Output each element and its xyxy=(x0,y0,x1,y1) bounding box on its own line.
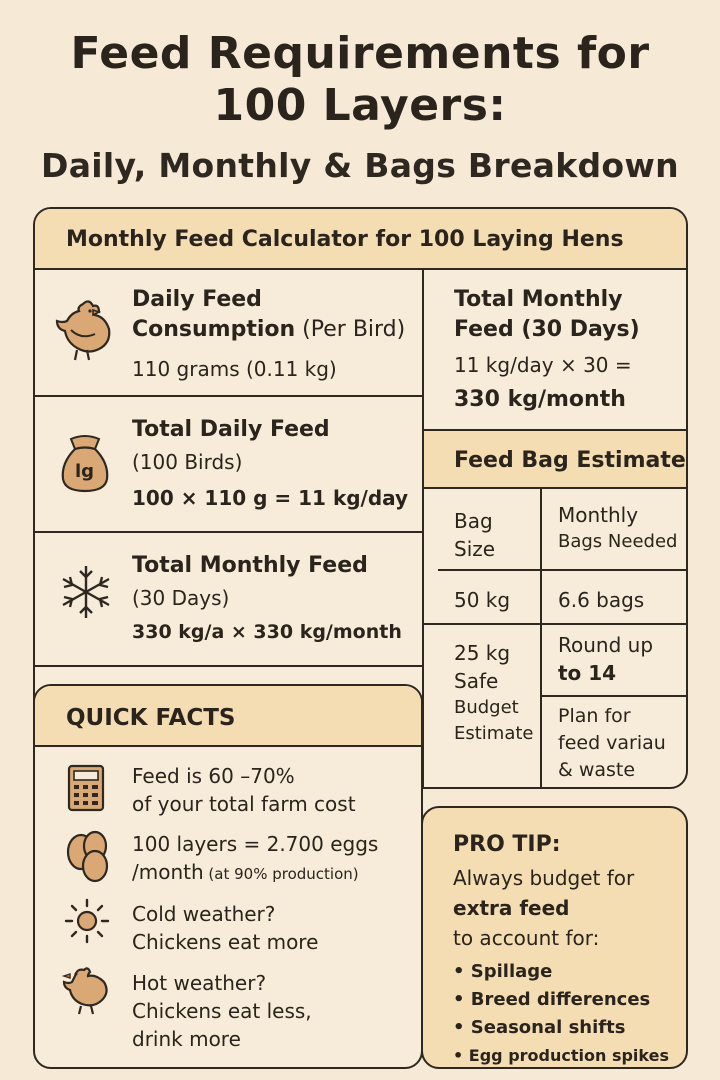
bag-col-2-b: Bags Needed xyxy=(558,531,678,552)
quick-facts-header: QUICK FACTS xyxy=(66,705,236,731)
monthly-right-value-b: 330 kg/month xyxy=(454,387,626,412)
bag-col-1-header xyxy=(454,507,495,563)
monthly-right-title-b: Feed (30 Days) xyxy=(454,317,640,342)
total-daily-title: Total Daily Feed xyxy=(132,417,330,442)
chicken-icon xyxy=(53,296,113,362)
bag-row-2-size-c: Budget xyxy=(454,697,519,718)
fact-4-line-3: drink more xyxy=(132,1027,241,1051)
title-line-2: 100 Layers: xyxy=(213,80,507,131)
bag-row-2-size-b: Safe xyxy=(454,669,499,693)
bag-row-2-bags-b: to 14 xyxy=(558,661,617,685)
pro-tip-line-3: to account for: xyxy=(453,926,600,950)
calculator-header: Monthly Feed Calculator for 100 Laying Hens xyxy=(66,227,624,252)
bag-row-3-bags-b: feed variau xyxy=(558,732,666,754)
title-line-1: Feed Requirements for xyxy=(70,28,650,79)
total-daily-value: 100 × 110 g = 11 kg/day xyxy=(132,486,409,510)
pro-tip-line-1: Always budget for xyxy=(453,866,635,890)
bag-col-2-a: Monthly xyxy=(558,503,639,527)
bag-col-1-a: Bag xyxy=(454,509,493,533)
bag-row-1-bags: 6.6 bags xyxy=(558,588,645,612)
page-title xyxy=(0,28,720,132)
bag-row-2-bags xyxy=(558,631,653,687)
fact-2-line-1: 100 layers = 2.700 eggs xyxy=(132,832,379,856)
pro-tip-panel xyxy=(421,806,688,1069)
daily-per-bird-title-c: (Per Bird) xyxy=(295,317,406,342)
bag-estimate-header: Feed Bag Estimate xyxy=(454,448,686,473)
fact-4-line-2: Chickens eat less, xyxy=(132,999,312,1023)
bag-row-3-bags-c: & waste xyxy=(558,759,636,781)
bag-row-3-bags-a: Plan for xyxy=(558,705,631,727)
daily-per-bird-title-b: Consumption xyxy=(132,317,296,342)
bag-col-1-b: Size xyxy=(454,537,496,561)
daily-per-bird-value: 110 grams (0.11 kg) xyxy=(132,357,337,381)
bag-col-2-header xyxy=(558,501,677,555)
pro-tip-line-2: extra feed xyxy=(453,896,570,920)
pro-tip-bullet-1: • Spillage xyxy=(453,961,553,982)
calculator-icon xyxy=(67,764,105,812)
daily-per-bird-title-a: Daily Feed xyxy=(132,287,262,312)
total-daily-subtitle: (100 Birds) xyxy=(132,450,243,474)
bag-row-3-bags xyxy=(558,703,666,784)
bag-row-2-size xyxy=(454,639,534,747)
fact-4-line-1: Hot weather? xyxy=(132,971,267,995)
pro-tip-bullet-3: • Seasonal shifts xyxy=(453,1017,626,1038)
fact-4 xyxy=(132,969,312,1053)
fact-3 xyxy=(132,900,318,956)
fact-1-line-1: Feed is 60 –70% xyxy=(132,764,295,788)
pro-tip-bullet-2: • Breed differences xyxy=(453,989,651,1010)
pro-tip-bullet-4: • Egg production spikes xyxy=(453,1046,669,1065)
page-subtitle: Daily, Monthly & Bags Breakdown xyxy=(41,146,679,185)
eggs-icon xyxy=(61,828,113,884)
bag-row-1-size: 50 kg xyxy=(454,588,511,612)
bag-row-2-size-a: 25 kg xyxy=(454,641,511,665)
fact-2 xyxy=(132,830,378,888)
pro-tip-header: PRO TIP: xyxy=(453,832,561,857)
total-monthly-subtitle: (30 Days) xyxy=(132,586,230,610)
fact-3-line-1: Cold weather? xyxy=(132,902,276,926)
daily-per-bird-title xyxy=(132,285,405,345)
monthly-right-title xyxy=(454,285,640,345)
total-monthly-title: Total Monthly Feed xyxy=(132,553,368,578)
fact-3-line-2: Chickens eat more xyxy=(132,930,319,954)
bag-row-2-size-d: Estimate xyxy=(454,723,534,744)
pro-tip-bullets xyxy=(453,958,669,1069)
bag-row-2-bags-a: Round up xyxy=(558,633,654,657)
monthly-right-title-a: Total Monthly xyxy=(454,287,623,312)
sun-icon xyxy=(64,898,110,944)
feed-bag-label: lg xyxy=(75,461,95,482)
fact-2-line-2: /month xyxy=(132,860,204,884)
fact-1 xyxy=(132,762,356,818)
snowflake-icon xyxy=(57,563,115,621)
hen-icon xyxy=(61,962,113,1016)
quick-facts-panel xyxy=(33,684,423,1069)
fact-1-line-2: of your total farm cost xyxy=(132,792,356,816)
monthly-right-value-a: 11 kg/day × 30 = xyxy=(454,353,632,377)
total-monthly-value: 330 kg/a × 330 kg/month xyxy=(132,621,402,643)
fact-2-note: (at 90% production) xyxy=(203,865,359,883)
